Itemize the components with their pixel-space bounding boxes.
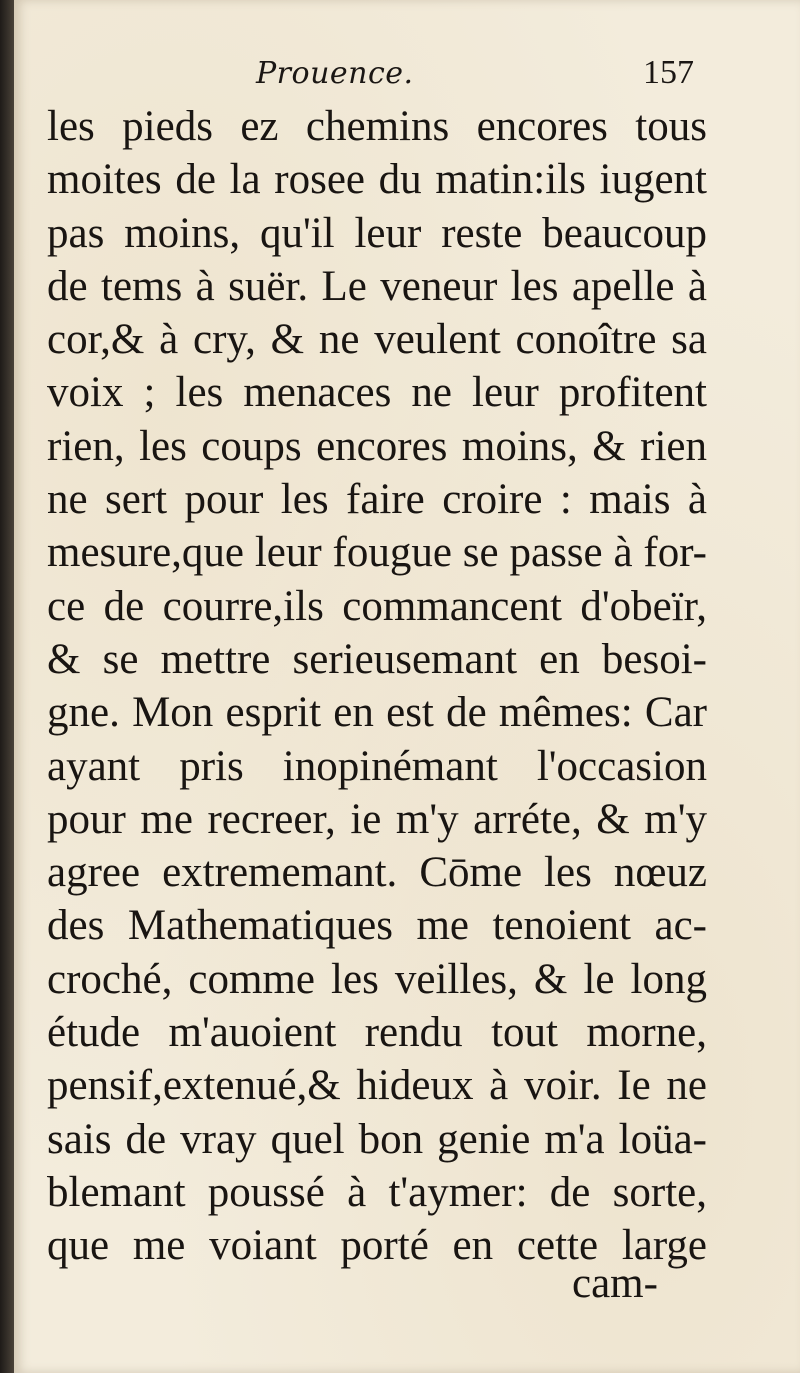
text-line: blemant poussé à t'aymer: de sorte, — [47, 1168, 707, 1216]
text-line: les pieds ez chemins encores tous — [47, 103, 707, 150]
text-line: ayant pris inopinémant l'occasion — [47, 742, 707, 790]
text-line: pour me recreer, ie m'y arréte, & m'y — [47, 795, 707, 843]
text-line: ce de courre,ils commancent d'obeïr, — [47, 582, 707, 630]
running-title: Prouence. — [256, 56, 414, 91]
page-number: 157 — [643, 54, 694, 91]
text-line: mesure,que leur fougue se passe à for- — [47, 529, 707, 577]
text-line: & se mettre serieusemant en besoi- — [47, 635, 707, 683]
text-line: sais de vray quel bon genie m'a loüa- — [47, 1115, 707, 1163]
text-line: gne. Mon esprit en est de mêmes: Car — [47, 689, 707, 737]
text-line: pensif,extenué,& hideux à voir. Ie ne — [47, 1062, 707, 1110]
book-page — [14, 0, 800, 1373]
body-text — [47, 100, 707, 1273]
text-line: ne sert pour les faire croire : mais à — [47, 476, 707, 524]
text-line: pas moins, qu'il leur reste beaucoup — [47, 209, 707, 257]
text-line: rien, les coups encores moins, & rien — [47, 422, 707, 470]
text-line: agree extrememant. Cōme les nœuz — [47, 849, 707, 897]
text-line: que me voiant porté en cette large — [47, 1222, 707, 1270]
catchword: cam- — [572, 1260, 658, 1307]
text-line: étude m'auoient rendu tout morne, — [47, 1009, 707, 1057]
text-line: voix ; les menaces ne leur profitent — [47, 369, 707, 417]
book-gutter-shadow — [0, 0, 14, 1373]
page-header — [34, 48, 694, 98]
text-line: croché, comme les veilles, & le long — [47, 955, 707, 1003]
text-line: des Mathematiques me tenoient ac- — [47, 902, 707, 950]
text-line: moites de la rosee du matin:ils iugent — [47, 156, 707, 204]
text-line: de tems à suër. Le veneur les apelle à — [47, 262, 707, 310]
text-line: cor,& à cry, & ne veulent conoître sa — [47, 316, 707, 364]
